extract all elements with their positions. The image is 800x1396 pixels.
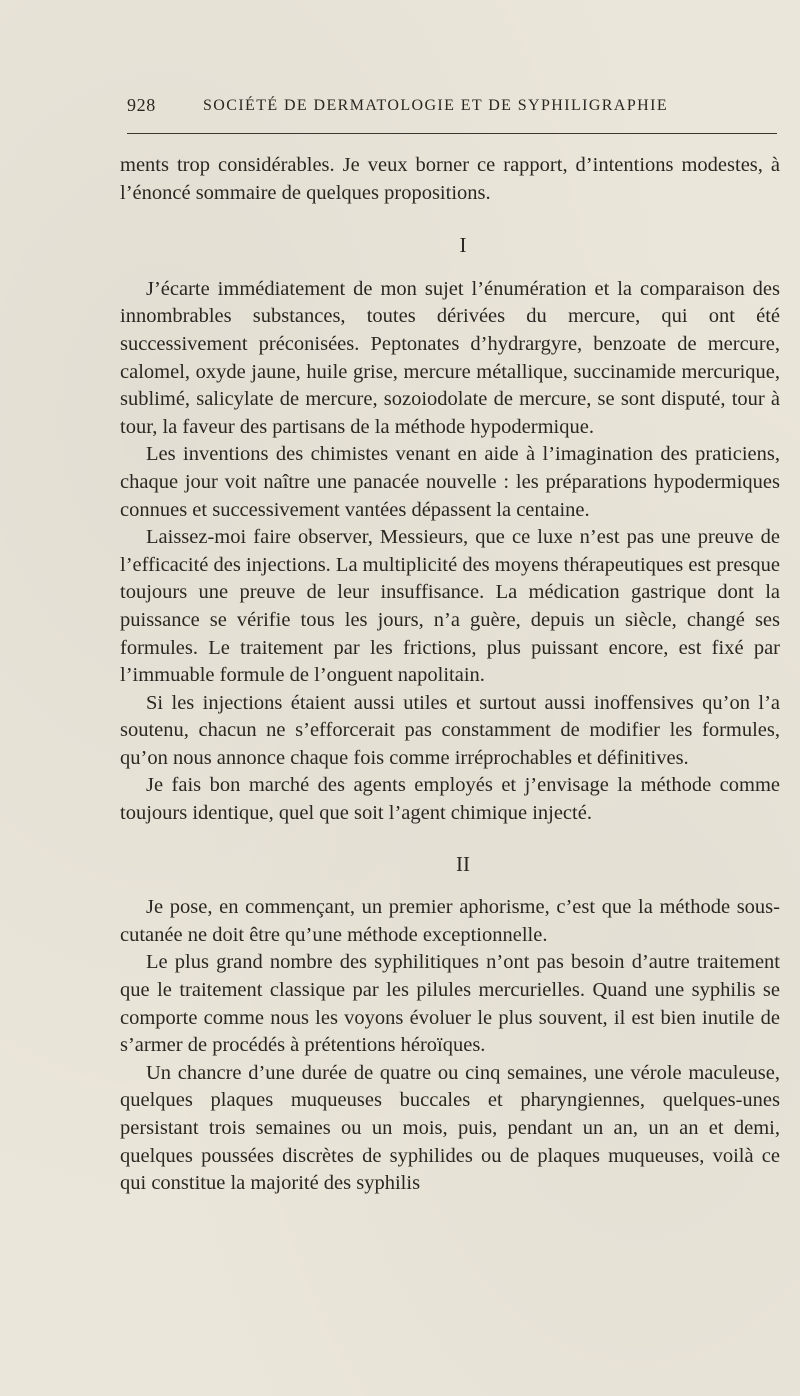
- paragraph: Le plus grand nombre des syphilitiques n’ont pas besoin d’autre traitement que le traitement classique par les pilules mercurielles. Quand une syphilis se comporte comme nous les voyons évoluer le plus souvent, il est bien inutile de s’armer de procédés à prétentions héroïques.: [120, 951, 780, 1057]
- page-body: [120, 152, 780, 1198]
- paragraph: J’écarte immédiatement de mon sujet l’énumération et la comparaison des innombrables substances, toutes dérivées du mercure, qui ont été successivement préconisées. Peptonates d’hydrargyre, benzoate de mercure, calomel, oxyde jaune, huile grise, mercure métallique, succinamide mercurique, sublimé, salicylate de mercure, sozoiodolate de mercure, se sont disputé, tour à tour, la faveur des partisans de la méthode hypodermique.: [120, 277, 780, 438]
- paragraph: Je pose, en commençant, un premier aphorisme, c’est que la méthode sous-cutanée ne doit être qu’une méthode exceptionnelle.: [120, 896, 780, 946]
- section-heading-1: I: [459, 233, 467, 258]
- running-title: SOCIÉTÉ DE DERMATOLOGIE ET DE SYPHILIGRAPHIE: [203, 97, 668, 114]
- paragraph: Les inventions des chimistes venant en aide à l’imagination des praticiens, chaque jour voit naître une panacée nouvelle : les préparations hypodermiques connues et successivement vantées dépassent la centaine.: [120, 443, 780, 521]
- page-number: 928: [127, 95, 156, 115]
- header-rule: [127, 133, 777, 134]
- paragraph: Laissez-moi faire observer, Messieurs, que ce luxe n’est pas une preuve de l’efficacité des injections. La multiplicité des moyens thérapeutiques est presque toujours une preuve de leur insuffisance. La médication gastrique dont la puissance se vérifie tous les jours, n’a guère, depuis un siècle, changé ses formules. Le traitement par les frictions, plus puissant encore, est fixé par l’immuable formule de l’onguent napolitain.: [120, 526, 780, 687]
- intro-paragraph: ments trop considérables. Je veux borner ce rapport, d’intentions modestes, à l’énoncé sommaire de quelques propositions.: [120, 154, 780, 204]
- paragraph: Si les injections étaient aussi utiles et surtout aussi inoffensives qu’on l’a soutenu, chacun ne s’efforcerait pas constamment de modifier les formules, qu’on nous annonce chaque fois comme irréprochables et définitives.: [120, 691, 780, 769]
- running-header: [127, 95, 777, 123]
- paragraph: Un chancre d’une durée de quatre ou cinq semaines, une vérole maculeuse, quelques plaques muqueuses buccales et pharyngiennes, quelques-unes persistant trois semaines ou un mois, puis, pendant un an, un an et demi, quelques poussées discrètes de syphilides ou de plaques muqueuses, voilà ce qui constitue la majorité des syphilis: [120, 1061, 780, 1195]
- section-heading-2: II: [456, 851, 470, 876]
- paragraph: Je fais bon marché des agents employés et j’envisage la méthode comme toujours identique, quel que soit l’agent chimique injecté.: [120, 774, 780, 825]
